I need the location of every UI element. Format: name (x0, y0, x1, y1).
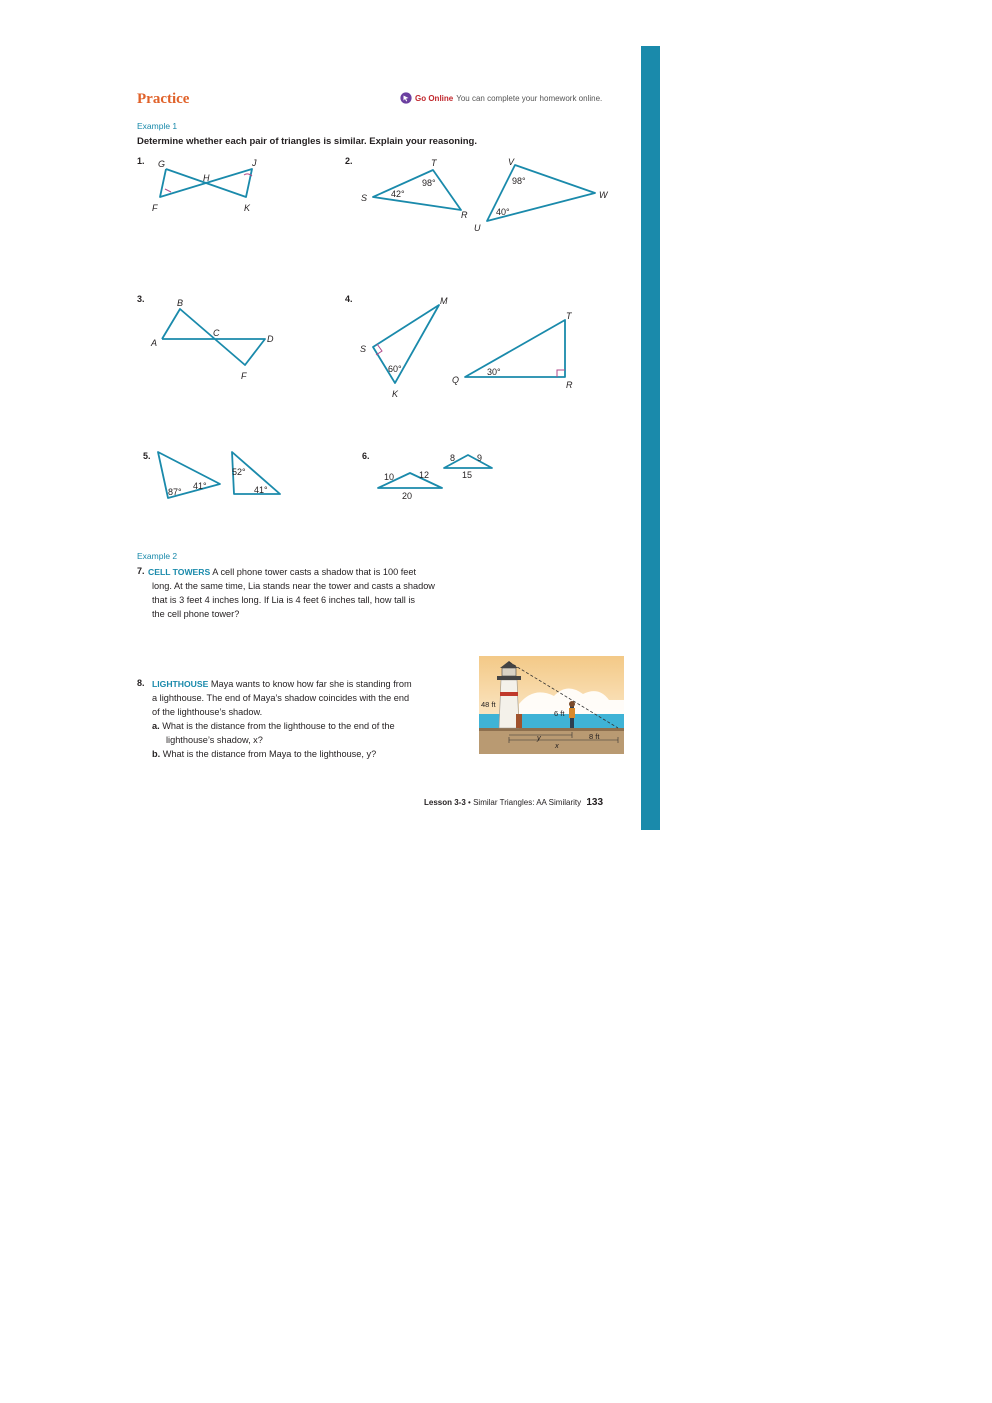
problem-8-line: of the lighthouse’s shadow. (152, 707, 263, 717)
problem-8-part-a-label: a. (152, 721, 160, 731)
p1-label: F (152, 203, 158, 213)
problem-2-number: 2. (345, 156, 353, 166)
p2-label: 42° (391, 189, 405, 199)
problem-8-part-b: What is the distance from Maya to the lighthouse, y? (162, 749, 377, 759)
p2-label: S (361, 193, 368, 203)
p4-label: 30° (487, 367, 501, 377)
problem-1-triangles (150, 155, 270, 220)
p2-label: R (461, 210, 468, 220)
problem-7-line: long. At the same time, Lia stands near the tower and casts a shadow (152, 581, 435, 591)
p2-label: 98° (422, 178, 436, 188)
lighthouse-illustration (479, 656, 624, 754)
p1-label: J (252, 158, 257, 168)
problem-4-number: 4. (345, 294, 353, 304)
problem-8-keyword: LIGHTHOUSE (152, 679, 209, 689)
p2-label: V (508, 157, 515, 167)
p2-label: U (474, 223, 481, 233)
problem-8-line: a lighthouse. The end of Maya’s shadow coincides with the end (152, 693, 410, 703)
p4-label: 60° (388, 364, 402, 374)
problem-2-triangles (355, 155, 615, 235)
problem-7-line: the cell phone tower? (152, 609, 240, 619)
lighthouse-scene (479, 656, 624, 754)
problem-8-number: 8. (137, 678, 145, 688)
p1-label: K (244, 203, 251, 213)
go-online-banner[interactable] (400, 92, 602, 104)
problem-8-part-a: lighthouse’s shadow, x? (166, 735, 263, 745)
p4-label: M (440, 296, 448, 306)
problem-5-triangles (152, 448, 292, 508)
footer-lesson: Lesson 3-3 (424, 798, 466, 807)
p6-label: 20 (402, 491, 413, 501)
p4-label: Q (452, 375, 460, 385)
problem-7-line: A cell phone tower casts a shadow that is 100 feet (212, 567, 417, 577)
go-online-icon (400, 92, 412, 104)
problem-8-text (152, 677, 472, 761)
problem-7-number: 7. (137, 566, 145, 576)
side-accent-bar (641, 46, 660, 830)
section-title: Practice (137, 91, 190, 107)
problem-1-number: 1. (137, 156, 145, 166)
p1-label: H (203, 173, 210, 183)
p4-label: K (392, 389, 399, 399)
p6-label: 15 (462, 470, 473, 480)
problem-4-figure (355, 295, 595, 405)
problem-5-figure (152, 448, 292, 508)
go-online-text: You can complete your homework online. (456, 93, 603, 103)
p2-label: T (431, 158, 437, 168)
problem-1-figure (150, 155, 270, 220)
problem-7-keyword: CELL TOWERS (148, 567, 211, 577)
footer-separator: • (468, 798, 471, 807)
problem-7-text (148, 565, 498, 621)
figure-label-8ft: 8 ft (589, 732, 600, 741)
footer-topic: Similar Triangles: AA Similarity (473, 798, 582, 807)
p3-label: D (267, 334, 274, 344)
p3-label: B (177, 298, 184, 308)
p2-label: W (599, 190, 608, 200)
problem-8-line: Maya wants to know how far she is standing from (210, 679, 412, 689)
page-number: 133 (586, 797, 604, 808)
p1-label: G (158, 159, 166, 169)
go-online-link[interactable]: Go Online (415, 93, 454, 103)
problem-3-number: 3. (137, 294, 145, 304)
problem-8-part-b-label: b. (152, 749, 161, 759)
p5-label: 87° (168, 487, 182, 497)
p2-label: 40° (496, 207, 510, 217)
problem-4-triangles (355, 295, 595, 405)
p3-label: C (213, 328, 220, 338)
p4-label: S (360, 344, 367, 354)
p6-label: 9 (477, 453, 483, 463)
page-footer (424, 797, 603, 808)
p5-label: 41° (254, 485, 268, 495)
example-1-instruction: Determine whether each pair of triangles is similar. Explain your reasoning. (137, 136, 477, 147)
problem-6-triangles (370, 448, 510, 508)
figure-label-6ft: 6 ft (554, 709, 565, 718)
problem-8-part-a: What is the distance from the lighthouse to the end of the (162, 721, 395, 731)
p4-label: T (566, 311, 572, 321)
p3-label: F (241, 371, 247, 381)
figure-label-48ft: 48 ft (481, 700, 496, 709)
example-2-label: Example 2 (137, 551, 178, 561)
example-1-label: Example 1 (137, 121, 178, 131)
problem-7-line: that is 3 feet 4 inches long. If Lia is 4 feet 6 inches tall, how tall is (152, 595, 416, 605)
p6-label: 8 (450, 453, 456, 463)
p5-label: 41° (193, 481, 207, 491)
p2-label: 98° (512, 176, 526, 186)
p3-label: A (151, 338, 158, 348)
figure-label-x: x (555, 741, 559, 750)
p4-label: R (566, 380, 573, 390)
p6-label: 12 (419, 470, 430, 480)
p6-label: 10 (384, 472, 395, 482)
p5-label: 52° (232, 467, 246, 477)
problem-5-number: 5. (143, 451, 151, 461)
problem-6-number: 6. (362, 451, 370, 461)
problem-6-figure (370, 448, 510, 508)
problem-2-figure (355, 155, 615, 235)
problem-3-figure (148, 295, 288, 385)
problem-3-triangles (148, 295, 288, 385)
figure-label-y: y (537, 733, 541, 742)
